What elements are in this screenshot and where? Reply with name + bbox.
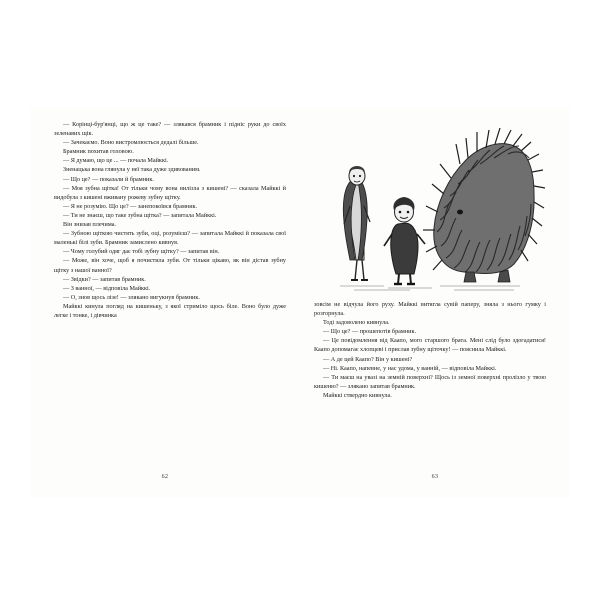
- illustration-svg: [314, 120, 546, 292]
- paragraph: — Звідки? — запитав брамник.: [63, 275, 146, 283]
- paragraph: зовсім не відчула його руху. Майккі витягла сувій паперу, зняла з нього гумку і розгорнула.: [314, 301, 546, 318]
- open-book-spread: [30, 108, 570, 498]
- paragraph: — Чому голубий одяг дає тобі зубну щітку? — запитав він.: [63, 248, 220, 256]
- paragraph: — О, знов щось лізе! — злякано вигукнув брамник.: [63, 293, 200, 301]
- paragraph: — Моя зубна щітка! От тільки чому вона вилізла з кишені? — сказала Майккі й видобула з кишені вживану рожеву зубну щітку.: [54, 184, 286, 201]
- shaggy-creature: [423, 128, 545, 282]
- paragraph: — Корінці-бур'янці, що ж це таке? — злякався брамник і підніс руки до своїх зеленавих щік.: [54, 121, 286, 138]
- paragraph: — Що це? — прошепотів брамник.: [323, 328, 417, 336]
- page-number-left: 62: [161, 474, 169, 480]
- ground-shading: [340, 286, 520, 290]
- paragraph: — Ти маєш на увазі на земній поверхні? Щось із земної поверхні пролізло у твою кишеню? — злякано запитав брамник.: [314, 373, 546, 390]
- paragraph: Зненацька вона глянула у неї така дуже здивованим.: [63, 166, 201, 174]
- forest-monster-and-children-illustration: [314, 120, 546, 292]
- paragraph: Майккі ствердно кивнула.: [323, 391, 392, 399]
- paragraph: Тоді задоволено кивнула.: [323, 319, 390, 327]
- tall-thin-character: [343, 166, 370, 280]
- paragraph: — Це повідомлення від Каапо, мого старшого брата. Мені слід було здогадатися! Каапо допомагає хлопцеві і прислав зубну щіточку! — пояснила Майккі.: [314, 337, 546, 354]
- child-character: [384, 197, 425, 284]
- left-page: [30, 108, 300, 498]
- paragraph: — Що це? — показали й брамник.: [63, 175, 154, 183]
- paragraph: — З ванної, — відповіла Майккі.: [63, 284, 151, 292]
- paragraph: — А де цей Каапо? Він у кишені?: [323, 355, 413, 363]
- left-page-text: [54, 120, 286, 320]
- paragraph: — Зубною щіткою чистять зуби, оці, розумієш? — запитала Майккі й показала свої маленькі білі зуби. Брамник замислено кивнув.: [54, 230, 286, 247]
- right-page-text: [314, 300, 546, 400]
- paragraph: — Зачекаємо. Воно вистромлюється дедалі більше.: [63, 139, 199, 147]
- paragraph: — Я не розумію. Що це? — занепокоївся брамник.: [63, 202, 198, 210]
- page-number-right: 63: [431, 474, 439, 480]
- paragraph: — Може, він хоче, щоб я почистила зуби. От тільки цікаво, як він дістав зубну щітку з нашої ванної?: [54, 257, 286, 274]
- paragraph: — Я думаю, що це ... — почала Майккі.: [63, 157, 169, 165]
- paragraph: — Ні. Каапо, напевне, у нас удома, у ванній, — відповіла Майккі.: [323, 364, 497, 372]
- paragraph: — Ти не знаєш, що таке зубна щітка? — запитала Майккі.: [63, 211, 217, 219]
- paragraph: Він знизав плечима.: [63, 221, 117, 229]
- paragraph: Брамник похитав головою.: [63, 148, 134, 156]
- creature-eye: [457, 210, 463, 215]
- paragraph: Майккі кинула погляд на кишеньку, з якої стриміло щось біле. Воно було дуже легке і тонке, і дівчинка: [54, 302, 286, 319]
- right-page: [300, 108, 570, 498]
